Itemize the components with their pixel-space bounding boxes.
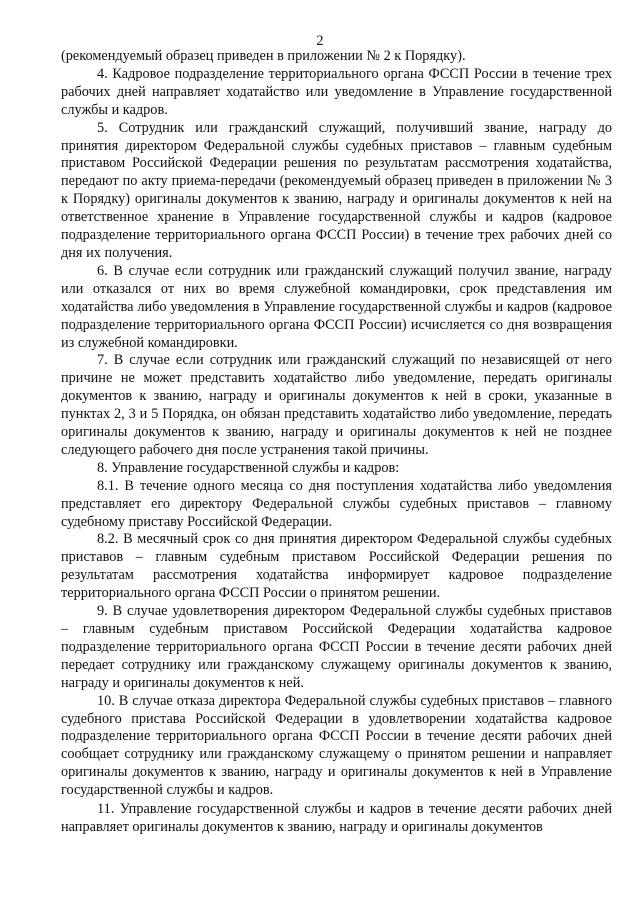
paragraph-6: 6. В случае если сотрудник или гражданский служащий получил звание, награду или отказался от них во время служебной командировки, срок представления им ходатайства либо уведомления в Управление государственной службы и кадров (кадровое подразделение территориального органа ФССП России) исчисляется со дня возвращения из служебной командировки.: [61, 262, 612, 351]
paragraph-8-2: 8.2. В месячный срок со дня принятия директором Федеральной службы судебных приставов – главным судебным приставом Российской Федерации решения по результатам рассмотрения ходатайства информирует кадровое подразделение территориального органа ФССП России о принятом решении.: [61, 531, 612, 602]
paragraph-5: 5. Сотрудник или гражданский служащий, получивший звание, награду до принятия директором Федеральной службы судебных приставов – главным судебным приставом Российской Федерации решения по результатам рассмотрения ходатайства, передают по акту приема-передачи (рекомендуемый образец приведен в приложении № 3 к Порядку) оригиналы документов к званию, награду и оригиналы документов к ней на ответственное хранение в Управление государственной службы и кадров (кадровое подразделение территориального органа ФССП России) в течение трех рабочих дней со дня их получения.: [61, 119, 612, 261]
paragraph-9: 9. В случае удовлетворения директором Федеральной службы судебных приставов – главным судебным приставом Российской Федерации ходатайства кадровое подразделение территориального органа ФССП России в течение десяти рабочих дней передает сотруднику или гражданскому служащему оригиналы документов к званию, награду и оригиналы документов к ней.: [61, 603, 612, 691]
paragraph-7: 7. В случае если сотрудник или гражданский служащий по независящей от него причине не может представить ходатайство либо уведомление, передать оригиналы документов к званию, награду и оригиналы документов к ней в сроки, указанные в пунктах 2, 3 и 5 Порядка, он обязан представить ходатайство либо уведомление, передать оригиналы документов к званию, награду и оригиналы документов к ней не позднее следующего рабочего дня после устранения такой причины.: [61, 352, 612, 458]
paragraph-8-1: 8.1. В течение одного месяца со дня поступления ходатайства либо уведомления представляет его директору Федеральной службы судебных приставов – главному судебному приставу Российской Федерации.: [61, 477, 612, 530]
document-body: [61, 48, 612, 837]
paragraph-8: 8. Управление государственной службы и кадров:: [97, 459, 400, 476]
paragraph-continuation: (рекомендуемый образец приведен в приложении № 2 к Порядку).: [61, 48, 466, 64]
paragraph-10: 10. В случае отказа директора Федеральной службы судебных приставов – главного судебного пристава Российской Федерации в удовлетворении ходатайства кадровое подразделение территориального органа ФССП России в течение десяти рабочих дней сообщает сотруднику или гражданскому служащему о принятом решении и направляет оригиналы документов к званию, награду и оригиналы документов к ней в Управление государственной службы и кадров.: [61, 692, 612, 799]
page-number: 2: [316, 33, 324, 49]
paragraph-4: 4. Кадровое подразделение территориального органа ФССП России в течение трех рабочих дней направляет ходатайство или уведомление в Управление государственной службы и кадров.: [61, 65, 612, 118]
paragraph-11: 11. Управление государственной службы и кадров в течение десяти рабочих дней направляет оригиналы документов к званию, награду и оригиналы документов: [61, 801, 612, 835]
